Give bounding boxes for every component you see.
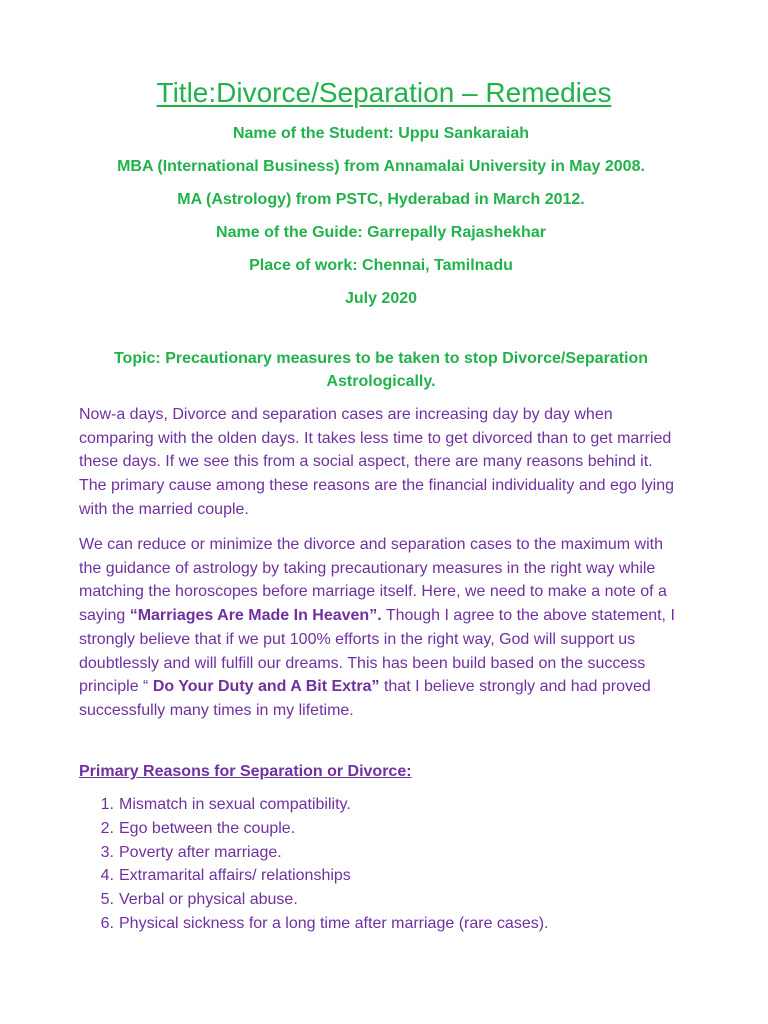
reasons-list [79, 793, 548, 936]
quote-marriages-heaven: “Marriages Are Made In Heaven”. [129, 607, 382, 625]
student-name: Name of the Student: Uppu Sankaraiah [232, 125, 530, 142]
paragraph-guidance-part3: that I believe strongly and had proved successfully many times in my lifetime. [79, 678, 651, 719]
quote-duty-extra: Do Your Duty and A Bit Extra” [152, 678, 380, 696]
paragraph-guidance-part2: Though I agree to the above statement, I strongly believe that if we put 100% efforts in the right way, God will support us doubtlessly and will fulfill our dreams. This has been build based on the success principle “ [79, 607, 675, 696]
list-item-number: 6. [100, 914, 114, 932]
list-item-text: Extramarital affairs/ relationships [119, 867, 351, 885]
list-item [79, 793, 548, 817]
paragraph-guidance-part1: We can reduce or minimize the divorce and separation cases to the maximum with the guidance of astrology by taking precautionary measures in the right way while matching the horoscopes before marriage itself. Here, we need to make a note of a saying [79, 536, 667, 625]
place-of-work: Place of work: Chennai, Tamilnadu [249, 257, 513, 274]
list-item [79, 841, 548, 865]
list-item [79, 817, 548, 841]
guide-name: Name of the Guide: Garrepally Rajashekhar [216, 224, 546, 241]
reasons-heading: Primary Reasons for Separation or Divorce: [79, 763, 412, 780]
list-item-text: Mismatch in sexual compatibility. [119, 796, 351, 813]
list-item-number: 4. [100, 867, 114, 885]
list-item [79, 912, 548, 936]
list-item-number: 5. [100, 891, 114, 909]
paragraph-intro: Now-a days, Divorce and separation cases are increasing day by day when comparing with the olden days. It takes less time to get divorced than to get married these days. If we see this from a social aspect, there are many reasons behind it. The primary cause among these reasons are the financial individuality and ego lying with the married couple. [79, 406, 675, 518]
list-item-number: 1. [100, 796, 114, 813]
list-item-number: 3. [100, 843, 114, 861]
list-item [79, 888, 548, 912]
degree-ma: MA (Astrology) from PSTC, Hyderabad in March 2012. [177, 191, 585, 208]
document-date: July 2020 [344, 290, 418, 307]
degree-mba: MBA (International Business) from Annamalai University in May 2008. [117, 158, 645, 175]
list-item-text: Ego between the couple. [119, 819, 296, 837]
list-item-text: Poverty after marriage. [119, 843, 282, 861]
paragraph-guidance [79, 533, 684, 723]
list-item-number: 2. [100, 819, 114, 837]
document-title: Title:Divorce/Separation – Remedies [156, 77, 612, 108]
topic-heading: Topic: Precautionary measures to be taken to stop Divorce/Separation Astrologically. [113, 350, 649, 390]
list-item [79, 864, 548, 888]
list-item-text: Physical sickness for a long time after marriage (rare cases). [119, 914, 549, 932]
list-item-text: Verbal or physical abuse. [119, 891, 298, 909]
